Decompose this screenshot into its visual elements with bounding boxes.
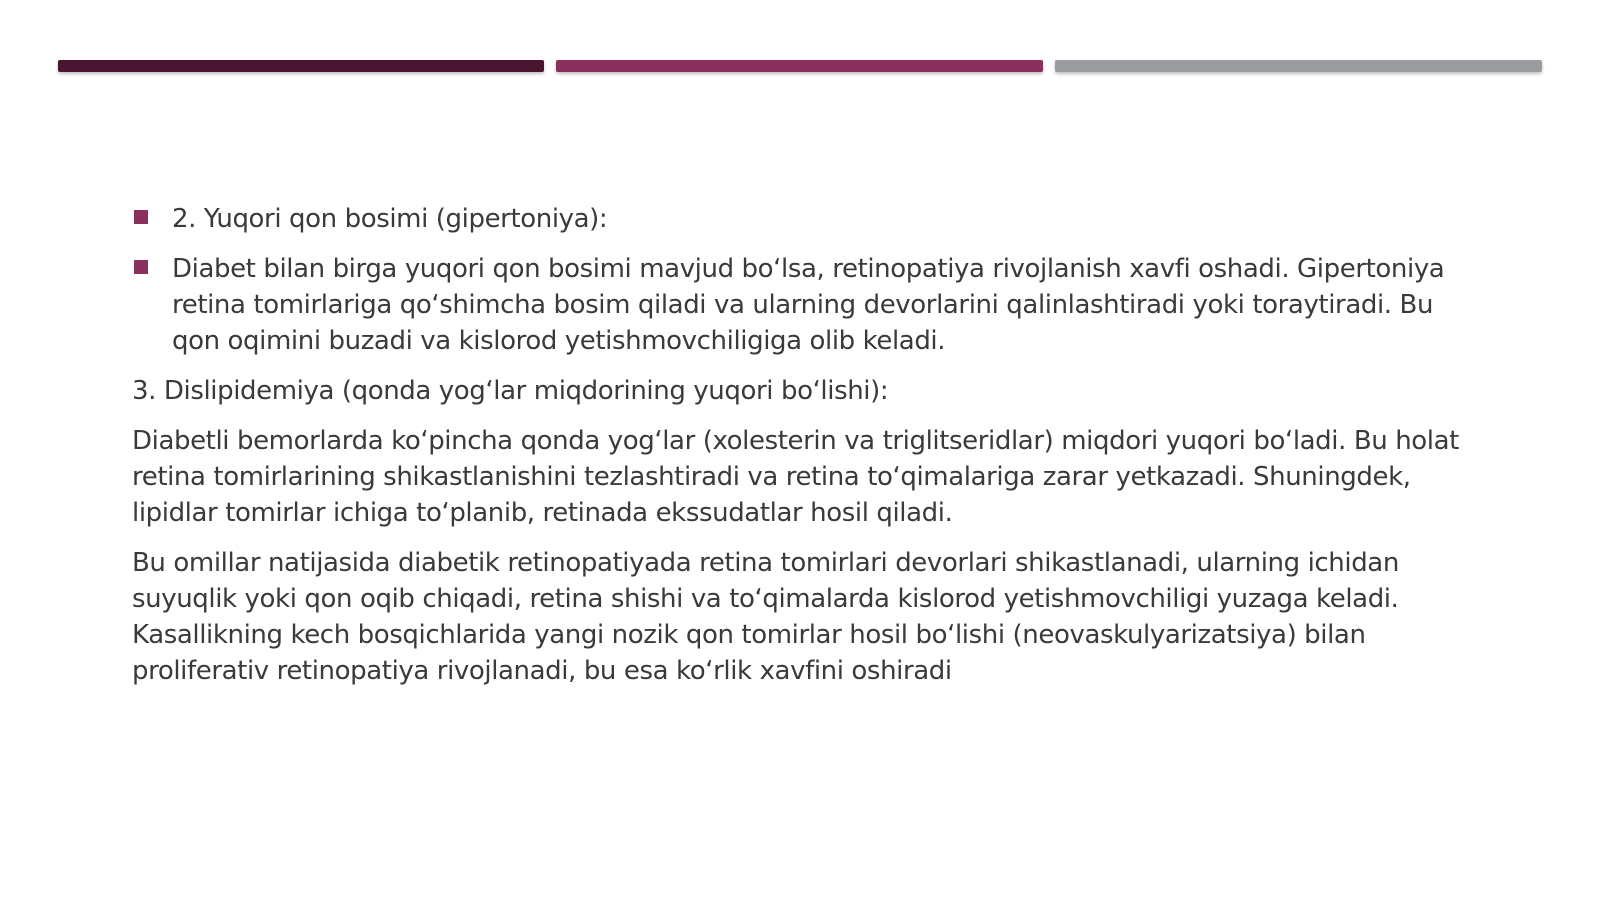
accent-bar-magenta: [556, 60, 1043, 72]
square-bullet-icon: [134, 210, 148, 224]
square-bullet-icon: [134, 260, 148, 274]
bullet-item: [132, 201, 1462, 237]
slide-body: [132, 201, 1462, 703]
section-body-dyslipidemia: Diabetli bemorlarda ko‘pincha qonda yog‘lar (xolesterin va triglitseridlar) miqdori yuqori bo‘ladi. Bu holat retina tomirlarining shikastlanishini tezlashtiradi va retina to‘qimalariga zarar yetkazadi. Shuningdek, lipidlar tomirlar ichiga to‘planib, retinada ekssudatlar hosil qiladi.: [132, 426, 1459, 528]
bullet-text: Diabet bilan birga yuqori qon bosimi mavjud bo‘lsa, retinopatiya rivojlanish xavfi oshadi. Gipertoniya retina tomirlariga qo‘shimcha bosim qiladi va ularning devorlarini qalinlashtiradi yoki toraytiradi. Bu qon oqimini buzadi va kislorod yetishmovchiligiga olib keladi.: [172, 254, 1445, 356]
header-accent-bars: [58, 60, 1542, 73]
bullet-item: [132, 251, 1462, 359]
bullet-text: 2. Yuqori qon bosimi (gipertoniya):: [172, 204, 608, 234]
accent-bar-dark: [58, 60, 544, 72]
section-heading-dyslipidemia: 3. Dislipidemiya (qonda yog‘lar miqdorining yuqori bo‘lishi):: [132, 376, 889, 406]
accent-bar-gray: [1055, 60, 1542, 72]
conclusion-paragraph: Bu omillar natijasida diabetik retinopatiyada retina tomirlari devorlari shikastlanadi, ularning ichidan suyuqlik yoki qon oqib chiqadi, retina shishi va to‘qimalarda kislorod yetishmovchiligi yuzaga keladi. Kasallikning kech bosqichlarida yangi nozik qon tomirlar hosil bo‘lishi (neovaskulyarizatsiya) bilan proliferativ retinopatiya rivojlanadi, bu esa ko‘rlik xavfini oshiradi: [132, 548, 1399, 686]
